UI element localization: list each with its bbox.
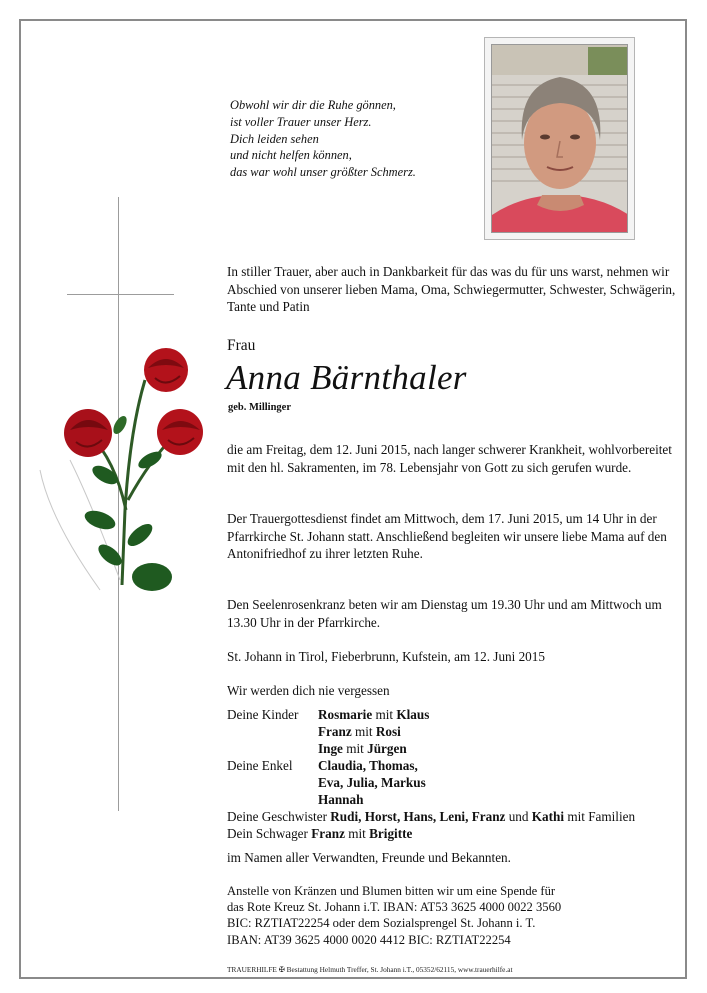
place-date: St. Johann in Tirol, Fieberbrunn, Kufstein, am 12. Juni 2015	[227, 649, 545, 664]
child-entry: Rosmarie mit Klaus	[318, 707, 430, 722]
cross-horizontal-bar	[67, 294, 174, 295]
grandchildren-names: Eva, Julia, Markus	[318, 775, 426, 790]
poem	[230, 97, 416, 181]
deceased-name: Anna Bärnthaler	[226, 358, 467, 397]
relatives-line: im Namen aller Verwandten, Freunde und Bekannten.	[227, 850, 511, 865]
sibling-last: Kathi	[531, 809, 565, 824]
funeral-home-footer: TRAUERHILFE ✠ Bestattung Helmuth Treffer, St. Johann i.T., 05352/62115, www.trauerhilfe.at	[227, 965, 513, 974]
portrait-image	[491, 44, 628, 233]
rosary-notice: Den Seelenrosenkranz beten wir am Dienstag um 19.30 Uhr und am Mittwoch um 13.30 Uhr in der Pfarrkirche.	[227, 597, 662, 630]
poem-line: Dich leiden sehen	[230, 131, 319, 146]
donation-line: das Rote Kreuz St. Johann i.T. IBAN: AT53 3625 4000 0022 3560	[227, 900, 562, 915]
red-roses-illustration	[30, 340, 230, 660]
grandchildren-names: Claudia, Thomas,	[318, 758, 418, 773]
children-row	[227, 723, 635, 740]
grandchildren-row	[227, 757, 635, 774]
poem-line: Obwohl wir dir die Ruhe gönnen,	[230, 98, 396, 112]
grandchildren-names: Hannah	[318, 792, 364, 807]
poem-line: ist voller Trauer unser Herz.	[230, 114, 372, 129]
siblings-label: Deine Geschwister	[227, 809, 327, 824]
grandchildren-row	[227, 774, 635, 791]
maiden-name: geb. Millinger	[228, 402, 291, 413]
poem-line: das war wohl unser größter Schmerz.	[230, 165, 416, 180]
salutation: Frau	[227, 337, 256, 354]
donation-line: Anstelle von Kränzen und Blumen bitten wir um eine Spende für	[227, 884, 556, 898]
child-entry: Inge mit Jürgen	[318, 741, 407, 756]
siblings-row: Deine Geschwister Rudi, Horst, Hans, Leni, Franz und Kathi mit Familien	[227, 809, 636, 824]
intro-text: In stiller Trauer, aber auch in Dankbarkeit für das was du für uns warst, nehmen wir Abschied von unserer lieben Mama, Oma, Schwiegermutter, Schwester, Schwägerin, Tante und Patin	[227, 264, 676, 314]
children-row	[227, 740, 635, 757]
brother-in-law-row: Dein Schwager Franz mit Brigitte	[227, 826, 413, 841]
donation-line: IBAN: AT39 3625 4000 0020 4412 BIC: RZTIAT22254	[227, 932, 511, 947]
donation-line: BIC: RZTIAT22254 oder dem Sozialsprengel St. Johann i. T.	[227, 916, 536, 931]
siblings-names: Rudi, Horst, Hans, Leni, Franz	[330, 809, 506, 824]
grandchildren-row	[227, 791, 635, 808]
poem-line: und nicht helfen können,	[230, 148, 352, 163]
death-notice: die am Freitag, dem 12. Juni 2015, nach langer schwerer Krankheit, wohlvorbereitet mit den hl. Sakramenten, im 78. Lebensjahr von Gott zu sich gerufen wurde.	[227, 442, 672, 475]
children-row	[227, 706, 635, 723]
donation-notice	[227, 883, 561, 948]
child-entry: Franz mit Rosi	[318, 724, 401, 739]
brother-in-law-name: Franz	[311, 826, 345, 841]
grandchildren-label: Deine Enkel	[227, 758, 293, 773]
family-list	[227, 706, 635, 842]
brother-in-law-partner: Brigitte	[369, 826, 413, 841]
children-label: Deine Kinder	[227, 707, 299, 722]
funeral-notice: Der Trauergottesdienst findet am Mittwoch, dem 17. Juni 2015, um 14 Uhr in der Pfarrkirche St. Johann statt. Anschließend begleiten wir unsere liebe Mama auf den Antonifriedhof zu ihrer letzten Ruhe.	[227, 511, 667, 561]
portrait-photo	[484, 37, 635, 240]
farewell-line: Wir werden dich nie vergessen	[227, 683, 390, 698]
brother-in-law-label: Dein Schwager	[227, 826, 308, 841]
